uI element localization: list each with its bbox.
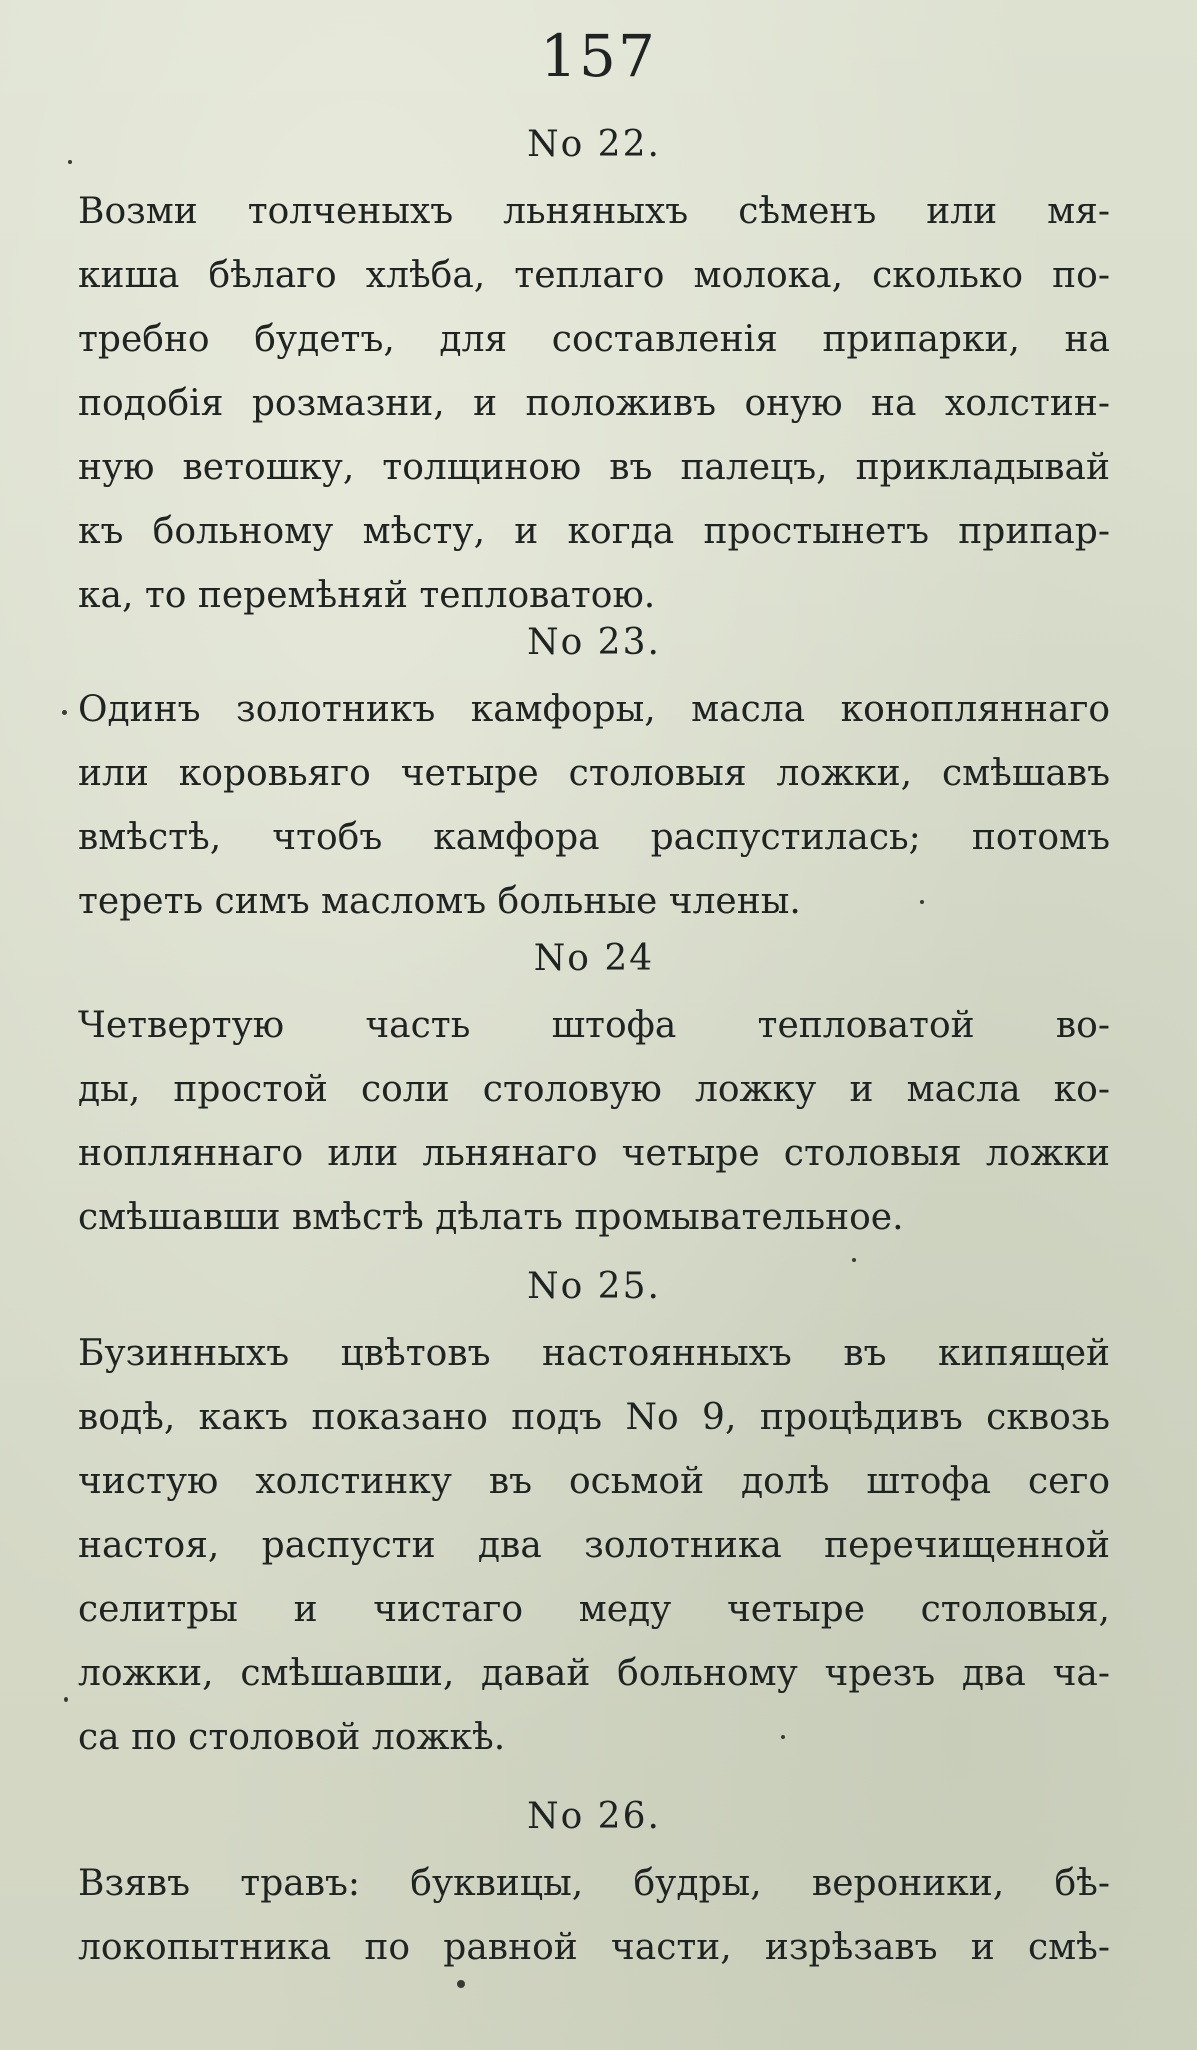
text-line: Одинъ золотникъ камфоры, масла конопляннаго — [78, 689, 1110, 730]
paper-speck — [852, 1258, 856, 1262]
entry-heading: No 26. — [527, 1796, 661, 1837]
entry-22 — [78, 110, 1110, 628]
text-line: селитры и чистаго меду четыре столовыя, — [78, 1589, 1110, 1630]
paper-speck — [920, 900, 924, 904]
page-number: 157 — [540, 22, 657, 90]
entry-heading: No 22. — [527, 124, 661, 165]
text-line: вмѣстѣ, чтобъ камфора распустилась; потомъ — [78, 817, 1110, 858]
text-line: настоя, распусти два золотника перечищенной — [78, 1525, 1110, 1566]
paper-speck — [64, 1697, 68, 1702]
entry-heading: No 25. — [527, 1266, 661, 1307]
entry-heading: No 24 — [533, 938, 655, 979]
text-line: Взявъ травъ: буквицы, будры, вероники, бѣ- — [78, 1863, 1110, 1904]
entry-23 — [78, 608, 1110, 934]
text-line: водѣ, какъ показано подъ No 9, процѣдивъ сквозь — [78, 1397, 1110, 1438]
text-line: киша бѣлаго хлѣба, теплаго молока, сколько по- — [78, 255, 1110, 296]
entry-24 — [78, 924, 1110, 1250]
entry-26 — [78, 1782, 1110, 1980]
paper-speck — [62, 710, 67, 715]
text-line: чистую холстинку въ осьмой долѣ штофа сего — [78, 1461, 1110, 1502]
text-line: или коровьяго четыре столовыя ложки, смѣшавъ — [78, 753, 1110, 794]
text-line: ка, то перемѣняй тепловатою. — [78, 575, 656, 616]
text-line: тереть симъ масломъ больные члены. — [78, 881, 801, 922]
entry-heading: No 23. — [527, 622, 661, 663]
paper-speck — [781, 1735, 785, 1739]
entry-25 — [78, 1252, 1110, 1770]
paper-speck — [68, 160, 72, 164]
text-line: требно будетъ, для составленія припарки, на — [78, 319, 1110, 360]
text-line: нопляннаго или льнянаго четыре столовыя ложки — [78, 1133, 1110, 1174]
text-line: Возми толченыхъ льняныхъ сѣменъ или мя- — [78, 191, 1110, 232]
text-line: Четвертую часть штофа тепловатой во- — [78, 1005, 1110, 1046]
text-line: са по столовой ложкѣ. — [78, 1717, 506, 1758]
paper-speck — [457, 1980, 465, 1988]
text-line: къ больному мѣсту, и когда простынетъ припар- — [78, 511, 1110, 552]
text-line: подобія розмазни, и положивъ оную на холстин- — [78, 383, 1110, 424]
text-line: ды, простой соли столовую ложку и масла ко- — [78, 1069, 1110, 1110]
text-line: смѣшавши вмѣстѣ дѣлать промывательное. — [78, 1197, 904, 1238]
text-line: Бузинныхъ цвѣтовъ настоянныхъ въ кипящей — [78, 1333, 1110, 1374]
text-line: ложки, смѣшавши, давай больному чрезъ два ча- — [78, 1653, 1110, 1694]
text-line: локопытника по равной части, изрѣзавъ и смѣ- — [78, 1927, 1110, 1968]
text-line: ную ветошку, толщиною въ палецъ, прикладывай — [78, 447, 1110, 488]
